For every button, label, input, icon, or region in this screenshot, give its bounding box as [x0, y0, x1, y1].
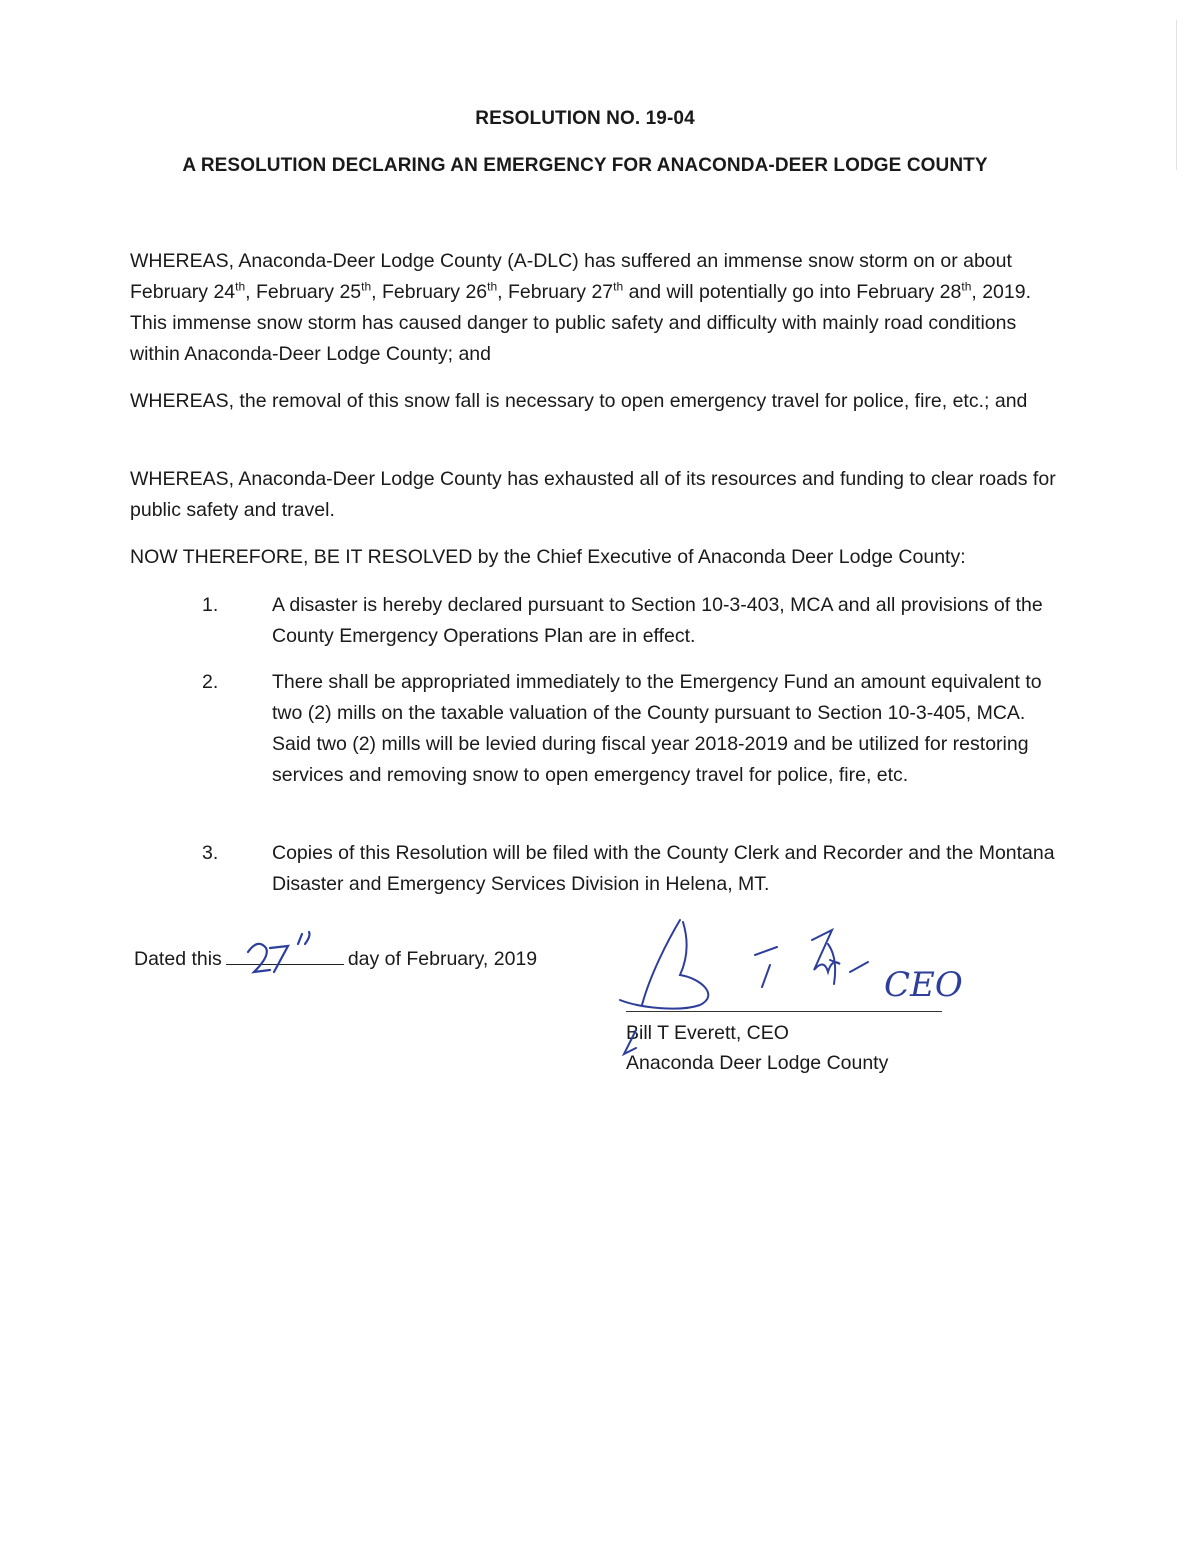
- signature-ceo-ink: CEO: [884, 965, 963, 1005]
- whereas-paragraph-3: WHEREAS, Anaconda-Deer Lodge County has exhausted all of its resources and funding to clear roads for public safety and travel.: [130, 468, 1056, 521]
- resolved-clause: NOW THEREFORE, BE IT RESOLVED by the Chief Executive of Anaconda Deer Lodge County:: [130, 546, 966, 568]
- scan-edge-mark: [1176, 20, 1177, 170]
- item-text: A disaster is hereby declared pursuant to Section 10-3-403, MCA and all provisions of the County Emergency Operations Plan are in effect.: [272, 594, 1043, 647]
- item-number: 2.: [202, 671, 219, 693]
- resolution-number: RESOLUTION NO. 19-04: [475, 108, 695, 129]
- signer-name: Bill T Everett, CEO: [626, 1022, 789, 1044]
- signer-block: [626, 1018, 888, 1078]
- item-text: There shall be appropriated immediately to the Emergency Fund an amount equivalent to two (2) mills on the taxable valuation of the County pursuant to Section 10-3-405, MCA. Said two (2) mills will be levied during fiscal year 2018-2019 and be utilized for restoring services and removing snow to open emergency travel for police, fire, etc.: [272, 671, 1042, 786]
- whereas-paragraph-1: WHEREAS, Anaconda-Deer Lodge County (A-DLC) has suffered an immense snow storm on or about February 24th, February 25th, February 26th, February 27th and will potentially go into February 28th, 2019. This immense snow storm has caused danger to public safety and difficulty with mainly road conditions within Anaconda-Deer Lodge County; and: [130, 250, 1032, 365]
- item-text: Copies of this Resolution will be filed with the County Clerk and Recorder and the Montana Disaster and Emergency Services Division in Helena, MT.: [272, 842, 1055, 895]
- signer-organization: Anaconda Deer Lodge County: [626, 1052, 889, 1074]
- signature-line: [626, 1011, 942, 1012]
- dated-prefix: Dated this: [134, 948, 222, 970]
- resolution-heading: A RESOLUTION DECLARING AN EMERGENCY FOR ANACONDA-DEER LODGE COUNTY: [182, 155, 988, 176]
- dated-line: [134, 944, 537, 973]
- item-number: 1.: [202, 594, 219, 616]
- date-blank-line: [226, 944, 344, 965]
- whereas-paragraph-2: WHEREAS, the removal of this snow fall is necessary to open emergency travel for police, fire, etc.; and: [130, 390, 1028, 412]
- dated-suffix: day of February, 2019: [347, 948, 538, 970]
- item-number: 3.: [202, 842, 219, 864]
